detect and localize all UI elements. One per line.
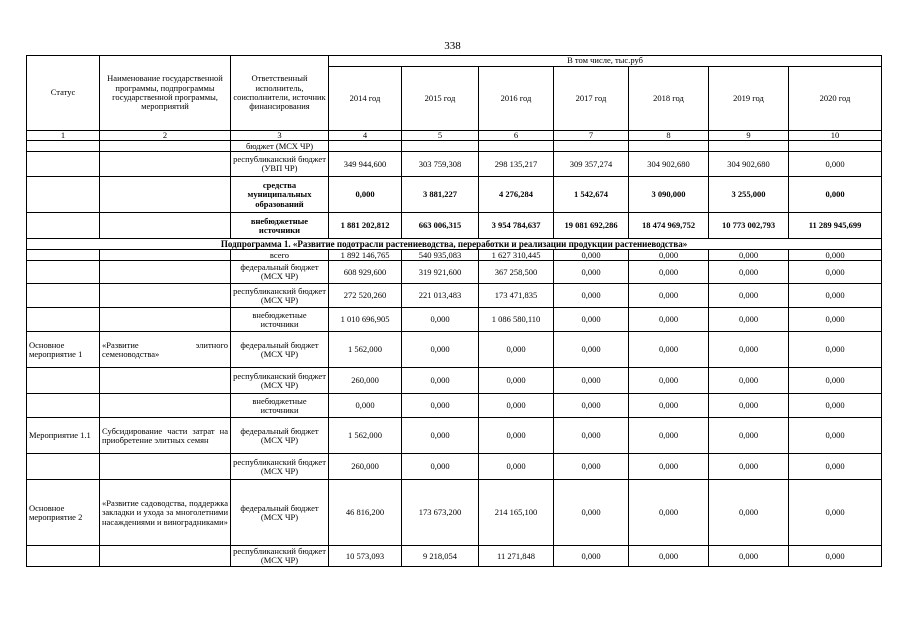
value-cell: 18 474 969,752 (629, 213, 709, 239)
name-cell (100, 250, 231, 261)
table-row (27, 152, 882, 177)
value-cell: 304 902,680 (709, 152, 789, 177)
value-cell: 0,000 (629, 454, 709, 480)
table-row (27, 284, 882, 308)
name-cell (100, 308, 231, 332)
value-cell: 0,000 (479, 394, 554, 418)
value-cell: 0,000 (402, 308, 479, 332)
table-row (27, 308, 882, 332)
source-cell: всего (231, 250, 329, 261)
source-cell: внебюджетные источники (231, 394, 329, 418)
value-cell: 0,000 (789, 152, 882, 177)
status-cell (27, 213, 100, 239)
name-cell: «Развитие садоводства, поддержка закладки и ухода за многолетними насаждениями и виноградниками» (100, 480, 231, 546)
table-row (27, 261, 882, 284)
col-number: 8 (629, 131, 709, 141)
value-cell: 0,000 (789, 368, 882, 394)
status-cell: Основное мероприятие 2 (27, 480, 100, 546)
value-cell: 0,000 (479, 418, 554, 454)
value-cell: 0,000 (629, 261, 709, 284)
table-row (27, 141, 882, 152)
value-cell: 0,000 (709, 332, 789, 368)
value-cell: 0,000 (629, 546, 709, 567)
status-cell (27, 141, 100, 152)
value-cell: 3 255,000 (709, 177, 789, 213)
status-cell: Основное мероприятие 1 (27, 332, 100, 368)
value-cell: 0,000 (402, 454, 479, 480)
value-cell: 0,000 (789, 284, 882, 308)
value-cell: 0,000 (709, 368, 789, 394)
source-cell: республиканский бюджет (МСХ ЧР) (231, 284, 329, 308)
value-cell: 4 276,284 (479, 177, 554, 213)
status-cell (27, 308, 100, 332)
value-cell: 0,000 (629, 332, 709, 368)
source-cell: внебюджетные источники (231, 308, 329, 332)
source-cell: республиканский бюджет (МСХ ЧР) (231, 454, 329, 480)
value-cell: 1 881 202,812 (329, 213, 402, 239)
value-cell: 9 218,054 (402, 546, 479, 567)
value-cell: 0,000 (329, 394, 402, 418)
value-cell (554, 141, 629, 152)
value-cell: 260,000 (329, 368, 402, 394)
table-row (27, 480, 882, 546)
value-cell: 3 954 784,637 (479, 213, 554, 239)
source-cell: федеральный бюджет (МСХ ЧР) (231, 332, 329, 368)
header-year: 2020 год (789, 67, 882, 131)
name-cell (100, 141, 231, 152)
value-cell (402, 141, 479, 152)
page-number: 338 (444, 40, 461, 52)
source-cell: федеральный бюджет (МСХ ЧР) (231, 418, 329, 454)
value-cell: 0,000 (709, 546, 789, 567)
value-cell: 0,000 (554, 284, 629, 308)
header-year: 2014 год (329, 67, 402, 131)
header-year: 2018 год (629, 67, 709, 131)
value-cell: 1 010 696,905 (329, 308, 402, 332)
header-year: 2016 год (479, 67, 554, 131)
value-cell: 0,000 (402, 394, 479, 418)
value-cell: 0,000 (554, 332, 629, 368)
table-row (27, 368, 882, 394)
source-cell: федеральный бюджет (МСХ ЧР) (231, 261, 329, 284)
value-cell: 0,000 (709, 284, 789, 308)
value-cell: 0,000 (629, 368, 709, 394)
header-year: 2019 год (709, 67, 789, 131)
value-cell: 272 520,260 (329, 284, 402, 308)
status-cell (27, 454, 100, 480)
value-cell: 0,000 (709, 454, 789, 480)
value-cell: 3 881,227 (402, 177, 479, 213)
name-cell (100, 213, 231, 239)
value-cell: 367 258,500 (479, 261, 554, 284)
value-cell: 0,000 (789, 546, 882, 567)
source-cell: республиканский бюджет (УВП ЧР) (231, 152, 329, 177)
value-cell: 0,000 (479, 332, 554, 368)
status-cell (27, 152, 100, 177)
subprogram-title: Подпрограмма 1. «Развитие подотрасли растениеводства, переработки и реализации продукции растениеводства» (27, 239, 882, 250)
value-cell: 0,000 (789, 261, 882, 284)
value-cell: 608 929,600 (329, 261, 402, 284)
value-cell: 0,000 (709, 250, 789, 261)
source-cell: средства муниципальных образований (231, 177, 329, 213)
value-cell: 0,000 (554, 418, 629, 454)
header-including: В том числе, тыс.руб (329, 56, 882, 67)
value-cell: 0,000 (554, 454, 629, 480)
col-number: 9 (709, 131, 789, 141)
table-row (27, 213, 882, 239)
value-cell: 173 673,200 (402, 480, 479, 546)
name-cell: «Развитие элитного семеноводства» (100, 332, 231, 368)
value-cell: 1 086 580,110 (479, 308, 554, 332)
status-cell (27, 261, 100, 284)
name-cell (100, 394, 231, 418)
value-cell: 0,000 (789, 177, 882, 213)
value-cell: 0,000 (629, 284, 709, 308)
col-number: 10 (789, 131, 882, 141)
name-cell: Субсидирование части затрат на приобретение элитных семян (100, 418, 231, 454)
value-cell: 10 773 002,793 (709, 213, 789, 239)
header-status: Статус (27, 56, 100, 131)
value-cell: 0,000 (789, 250, 882, 261)
value-cell (709, 141, 789, 152)
col-number: 2 (100, 131, 231, 141)
source-cell: республиканский бюджет (МСХ ЧР) (231, 546, 329, 567)
value-cell: 0,000 (789, 394, 882, 418)
subprogram-row (27, 239, 882, 250)
value-cell (629, 141, 709, 152)
table-row (27, 177, 882, 213)
col-number: 3 (231, 131, 329, 141)
value-cell (789, 141, 882, 152)
table-row (27, 454, 882, 480)
col-number: 7 (554, 131, 629, 141)
source-cell: федеральный бюджет (МСХ ЧР) (231, 480, 329, 546)
status-cell (27, 368, 100, 394)
value-cell: 663 006,315 (402, 213, 479, 239)
status-cell (27, 394, 100, 418)
status-cell (27, 546, 100, 567)
value-cell: 0,000 (629, 418, 709, 454)
name-cell (100, 284, 231, 308)
header-year: 2015 год (402, 67, 479, 131)
value-cell: 0,000 (629, 308, 709, 332)
col-number: 5 (402, 131, 479, 141)
value-cell: 319 921,600 (402, 261, 479, 284)
table-row (27, 546, 882, 567)
value-cell: 0,000 (402, 332, 479, 368)
value-cell: 0,000 (554, 546, 629, 567)
value-cell: 46 816,200 (329, 480, 402, 546)
col-number: 4 (329, 131, 402, 141)
value-cell: 0,000 (789, 332, 882, 368)
value-cell: 0,000 (789, 454, 882, 480)
value-cell: 214 165,100 (479, 480, 554, 546)
name-cell (100, 177, 231, 213)
value-cell: 0,000 (329, 177, 402, 213)
value-cell: 298 135,217 (479, 152, 554, 177)
status-cell (27, 250, 100, 261)
source-cell: республиканский бюджет (МСХ ЧР) (231, 368, 329, 394)
value-cell (479, 141, 554, 152)
source-cell: бюджет (МСХ ЧР) (231, 141, 329, 152)
status-cell: Мероприятие 1.1 (27, 418, 100, 454)
value-cell: 10 573,093 (329, 546, 402, 567)
table-row (27, 418, 882, 454)
value-cell: 0,000 (709, 308, 789, 332)
value-cell: 1 562,000 (329, 332, 402, 368)
table-row (27, 332, 882, 368)
budget-table (26, 55, 882, 567)
name-cell (100, 261, 231, 284)
value-cell: 0,000 (554, 308, 629, 332)
value-cell: 304 902,680 (629, 152, 709, 177)
value-cell: 0,000 (479, 454, 554, 480)
value-cell: 0,000 (709, 480, 789, 546)
value-cell: 0,000 (629, 394, 709, 418)
table-row (27, 394, 882, 418)
status-cell (27, 177, 100, 213)
value-cell: 19 081 692,286 (554, 213, 629, 239)
value-cell: 0,000 (554, 394, 629, 418)
value-cell: 0,000 (554, 368, 629, 394)
value-cell: 309 357,274 (554, 152, 629, 177)
value-cell: 260,000 (329, 454, 402, 480)
value-cell: 173 471,835 (479, 284, 554, 308)
value-cell: 0,000 (629, 480, 709, 546)
name-cell (100, 546, 231, 567)
value-cell: 1 542,674 (554, 177, 629, 213)
table-row (27, 250, 882, 261)
value-cell: 3 090,000 (629, 177, 709, 213)
value-cell: 0,000 (709, 394, 789, 418)
header-name: Наименование государственной программы, подпрограммы государственной программы, мероприятий (100, 56, 231, 131)
value-cell: 1 627 310,445 (479, 250, 554, 261)
value-cell: 0,000 (789, 418, 882, 454)
col-number: 1 (27, 131, 100, 141)
value-cell: 0,000 (402, 368, 479, 394)
value-cell: 0,000 (789, 308, 882, 332)
name-cell (100, 152, 231, 177)
value-cell: 0,000 (709, 418, 789, 454)
value-cell: 0,000 (709, 261, 789, 284)
name-cell (100, 454, 231, 480)
value-cell: 0,000 (629, 250, 709, 261)
value-cell: 11 289 945,699 (789, 213, 882, 239)
value-cell: 349 944,600 (329, 152, 402, 177)
value-cell: 1 562,000 (329, 418, 402, 454)
status-cell (27, 284, 100, 308)
value-cell: 303 759,308 (402, 152, 479, 177)
table-body (27, 141, 882, 567)
value-cell: 540 935,083 (402, 250, 479, 261)
value-cell: 1 892 146,765 (329, 250, 402, 261)
value-cell: 0,000 (479, 368, 554, 394)
value-cell (329, 141, 402, 152)
value-cell: 0,000 (554, 261, 629, 284)
value-cell: 0,000 (554, 250, 629, 261)
value-cell: 0,000 (789, 480, 882, 546)
name-cell (100, 368, 231, 394)
value-cell: 221 013,483 (402, 284, 479, 308)
header-year: 2017 год (554, 67, 629, 131)
value-cell: 11 271,848 (479, 546, 554, 567)
source-cell: внебюджетные источники (231, 213, 329, 239)
value-cell: 0,000 (554, 480, 629, 546)
header-executor: Ответственный исполнитель, соисполнители, источник финансирования (231, 56, 329, 131)
col-number: 6 (479, 131, 554, 141)
value-cell: 0,000 (402, 418, 479, 454)
